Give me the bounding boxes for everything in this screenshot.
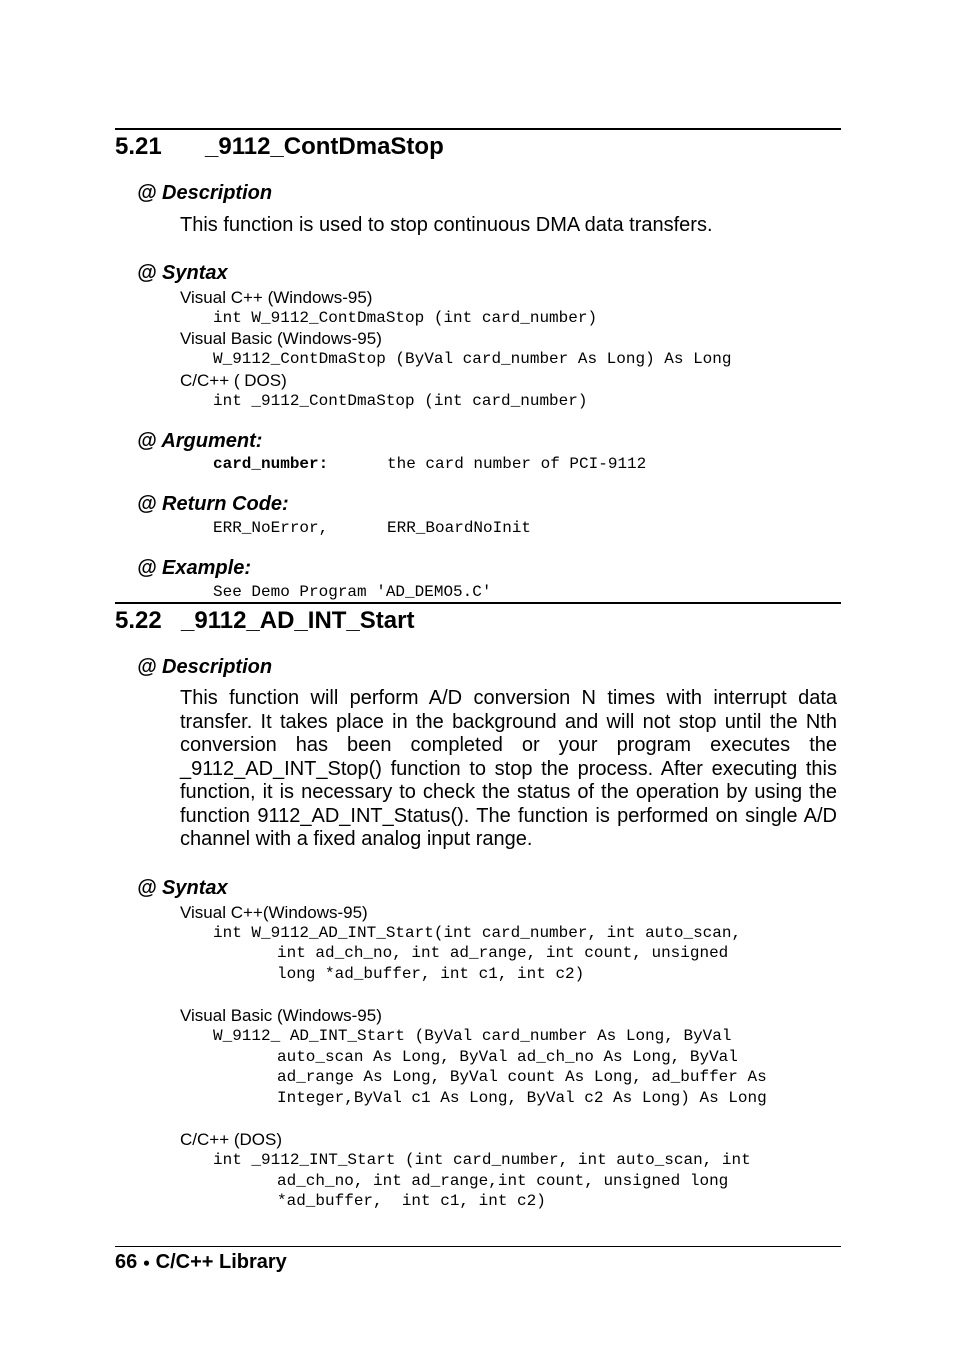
description-heading: @ Description <box>137 182 273 204</box>
page-footer <box>115 1250 287 1275</box>
syntax-heading: @ Syntax <box>137 877 228 899</box>
syntax-label: Visual C++ (Windows-95) <box>180 288 373 307</box>
return-code: ERR_BoardNoInit <box>387 519 532 537</box>
footer-title: C/C++ Library <box>155 1251 287 1273</box>
argument-name: card_number: <box>213 455 329 473</box>
syntax-label: Visual C++(Windows-95) <box>180 903 368 922</box>
syntax-heading: @ Syntax <box>137 262 228 284</box>
syntax-code: int _9112_ContDmaStop (int card_number) <box>213 392 588 410</box>
description-text: This function is used to stop continuous DMA data transfers. <box>180 214 713 236</box>
return-code: ERR_NoError, <box>213 519 329 537</box>
example-heading: @ Example: <box>137 557 251 579</box>
bullet-icon: ● <box>142 1255 151 1270</box>
return-code-heading: @ Return Code: <box>137 493 289 515</box>
syntax-code: int W_9112_ContDmaStop (int card_number) <box>213 309 598 327</box>
syntax-label: Visual Basic (Windows-95) <box>180 1006 382 1025</box>
page-number: 66 <box>115 1251 138 1273</box>
syntax-code: W_9112_ContDmaStop (ByVal card_number As Long) As Long <box>213 350 732 368</box>
description-heading: @ Description <box>137 656 273 678</box>
syntax-label: C/C++ ( DOS) <box>180 371 287 390</box>
syntax-code: *ad_buffer, int c1, int c2) <box>277 1192 546 1210</box>
section-title: _9112_ContDmaStop <box>205 133 444 160</box>
syntax-code: long *ad_buffer, int c1, int c2) <box>277 965 585 983</box>
argument-heading: @ Argument: <box>137 430 263 452</box>
syntax-code: Integer,ByVal c1 As Long, ByVal c2 As Long) As Long <box>277 1089 767 1107</box>
syntax-code: ad_range As Long, ByVal count As Long, ad_buffer As <box>277 1068 767 1086</box>
section-rule <box>115 128 841 130</box>
section-heading <box>115 132 444 162</box>
argument-description: the card number of PCI-9112 <box>387 455 647 473</box>
syntax-code: W_9112_ AD_INT_Start (ByVal card_number As Long, ByVal <box>213 1027 732 1045</box>
syntax-code: auto_scan As Long, ByVal ad_ch_no As Long, ByVal <box>277 1048 738 1066</box>
example-text: See Demo Program 'AD_DEMO5.C' <box>213 583 492 601</box>
description-paragraph: This function will perform A/D conversion N times with interrupt data transfer. It takes place in the background and will not stop until the Nth conversion has been completed or your program executes the _9112_AD_INT_Stop() function to stop the process. After executing this function, it is necessary to check the status of the operation by using the function 9112_AD_INT_Status(). The function is performed on single A/D channel with a fixed analog input range. <box>180 687 837 850</box>
syntax-label: Visual Basic (Windows-95) <box>180 329 382 348</box>
syntax-label: C/C++ (DOS) <box>180 1130 283 1149</box>
section-title: _9112_AD_INT_Start <box>181 607 415 634</box>
syntax-code: ad_ch_no, int ad_range,int count, unsigned long <box>277 1172 729 1190</box>
section-number: 5.21 <box>115 133 162 160</box>
syntax-code: int ad_ch_no, int ad_range, int count, unsigned <box>277 944 729 962</box>
footer-rule <box>115 1246 841 1247</box>
syntax-code: int W_9112_AD_INT_Start(int card_number, int auto_scan, <box>213 924 742 942</box>
section-number: 5.22 <box>115 607 162 634</box>
syntax-code: int _9112_INT_Start (int card_number, int auto_scan, int <box>213 1151 751 1169</box>
section-heading <box>115 606 414 636</box>
section-rule <box>115 602 841 604</box>
